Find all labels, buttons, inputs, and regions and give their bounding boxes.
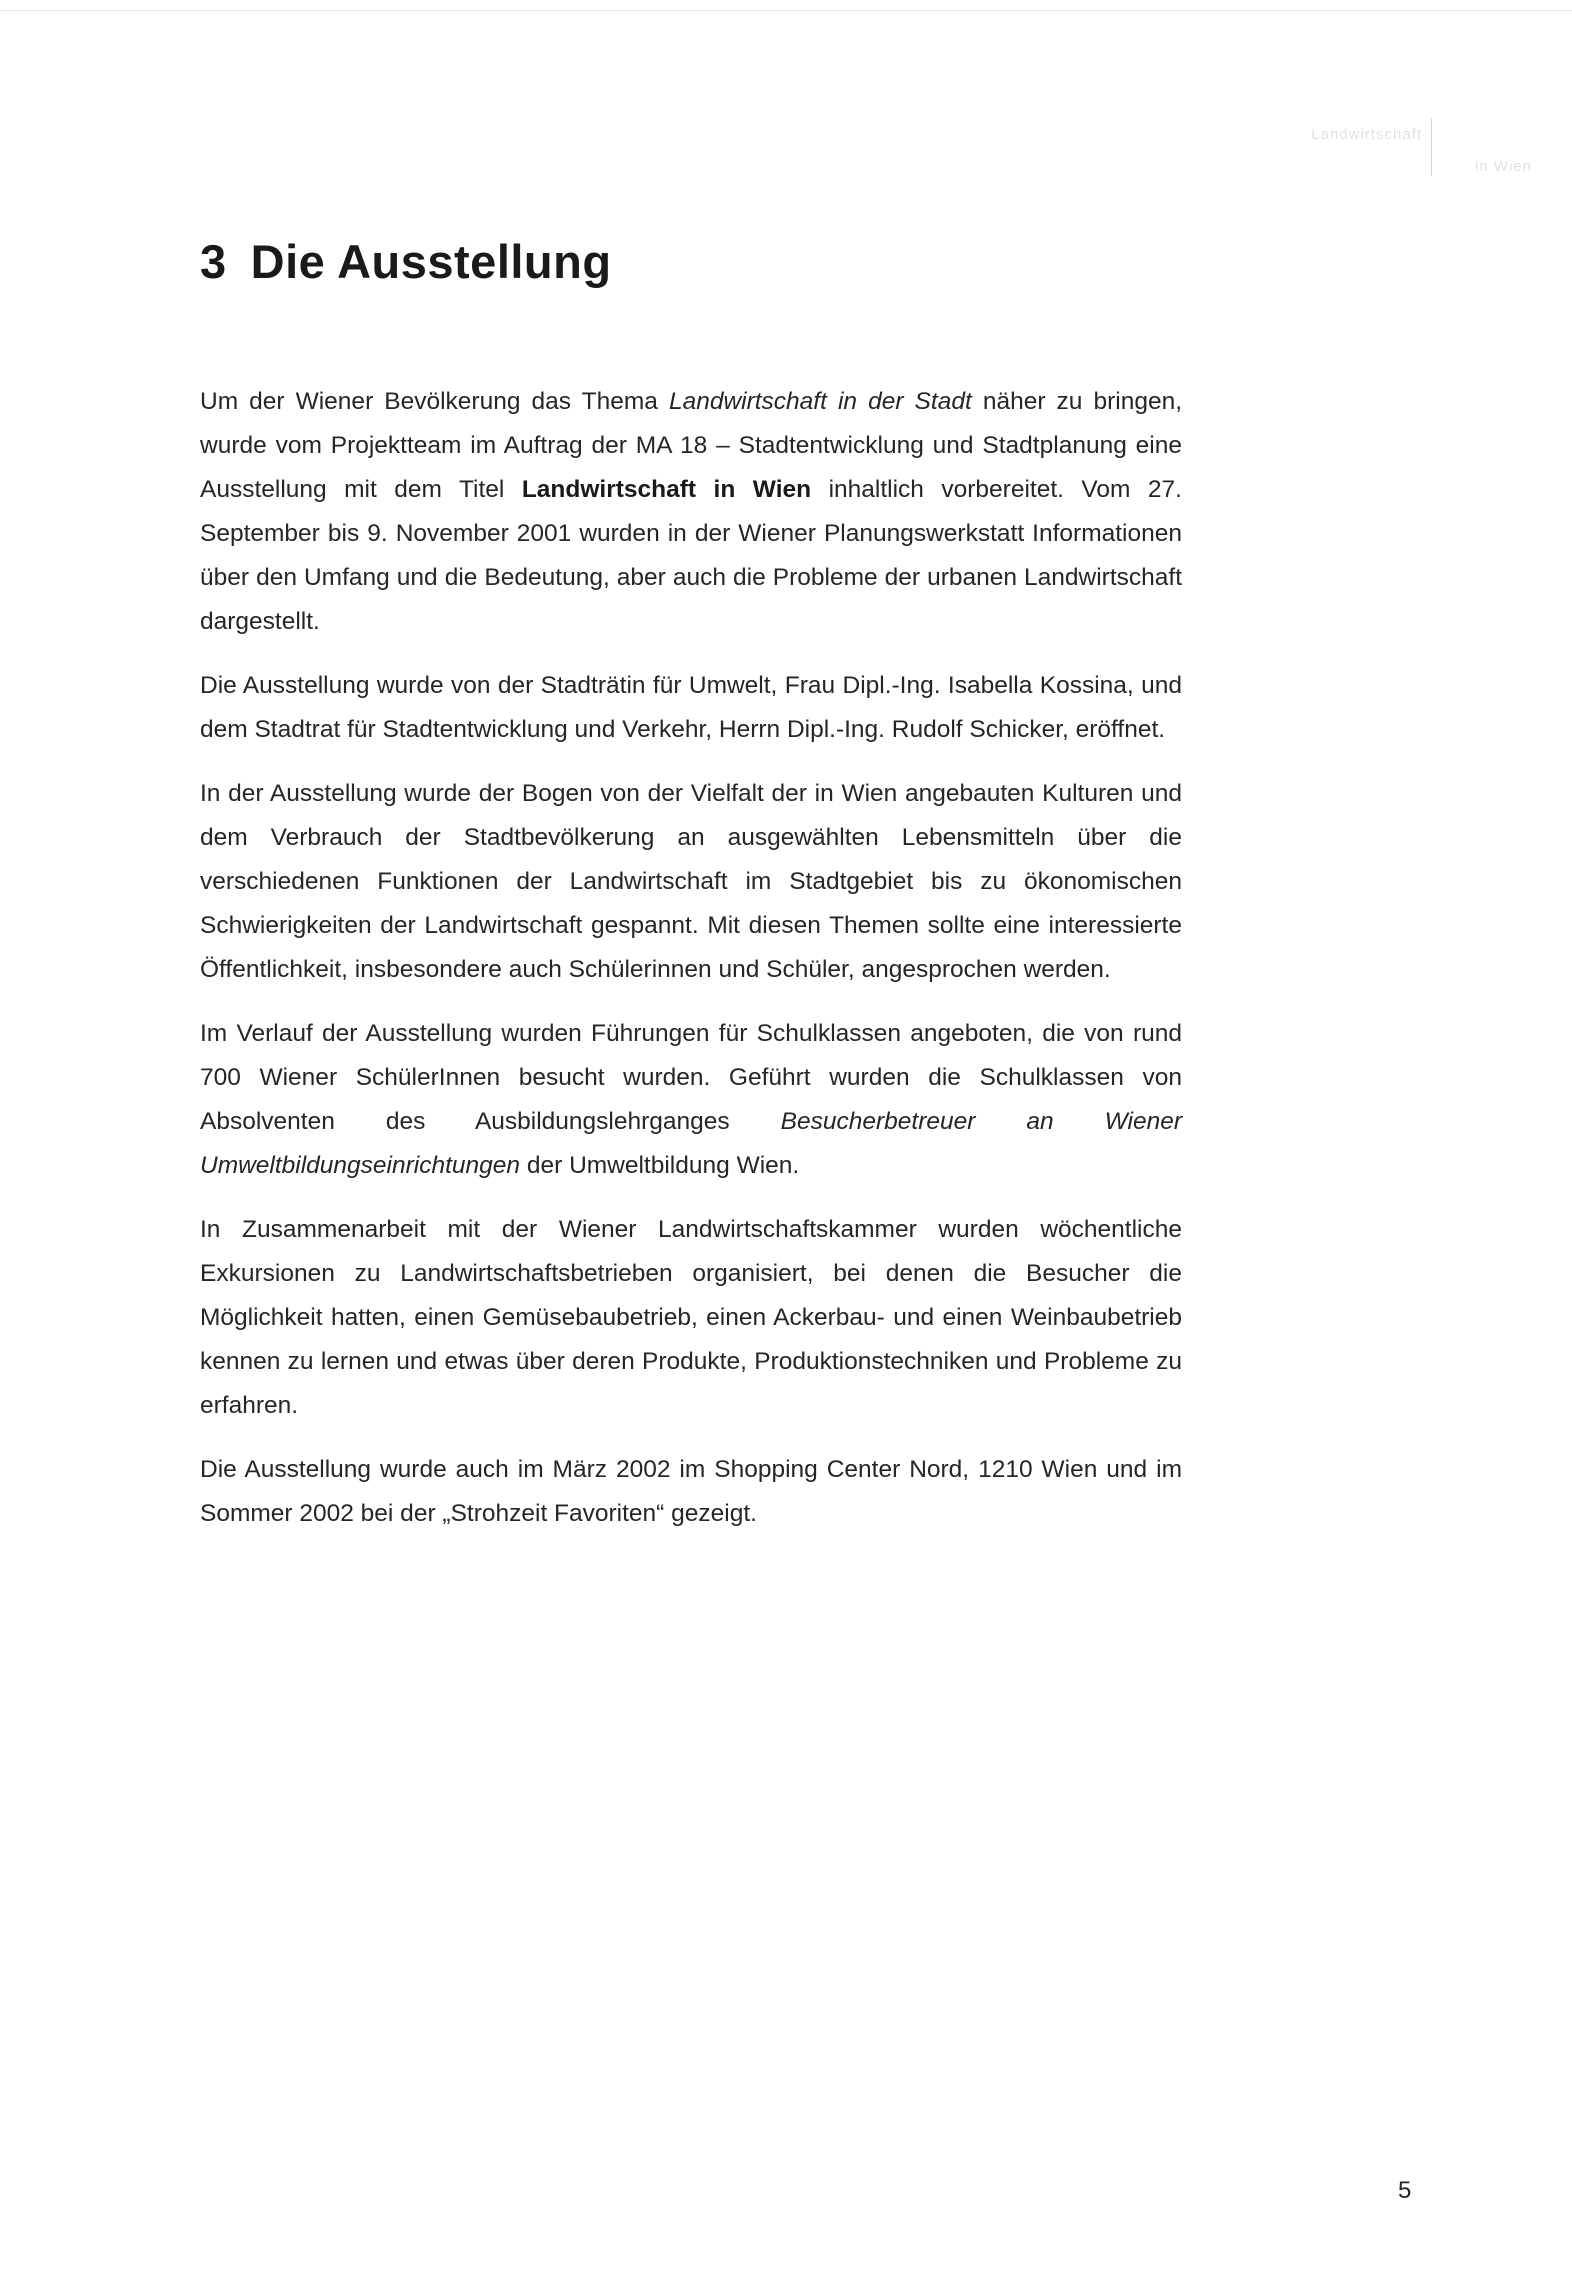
header-watermark: [1202, 118, 1532, 188]
paragraph-4: [200, 1012, 1182, 1188]
header-watermark-line2: in Wien: [1474, 158, 1532, 175]
chapter-number: 3: [200, 235, 227, 288]
paragraph-1-italic-topic: Landwirtschaft in der Stadt: [668, 388, 972, 415]
chapter-heading: [200, 234, 612, 289]
paragraph-2: Die Ausstellung wurde von der Stadträtin für Umwelt, Frau Dipl.-Ing. Isabella Kossina, und dem Stadtrat für Stadtentwicklung und Verkehr, Herrn Dipl.-Ing. Rudolf Schicker, eröffnet.: [200, 672, 1182, 743]
paragraph-3: In der Ausstellung wurde der Bogen von der Vielfalt der in Wien angebauten Kulturen und dem Verbrauch der Stadtbevölkerung an ausgewählten Lebensmitteln über die verschiedenen Funktionen der Landwirtschaft im Stadtgebiet bis zu ökonomischen Schwierigkeiten der Landwirtschaft gespannt. Mit diesen Themen sollte eine interessierte Öffentlichkeit, insbesondere auch Schülerinnen und Schüler, angesprochen werden.: [200, 780, 1182, 983]
paragraph-4-text-a: Im Verlauf der Ausstellung wurden Führungen für Schulklassen angeboten, die von rund 700 Wiener SchülerInnen besucht wurden. Geführt wurden die Schulklassen von Absolventen des Ausbildungslehrganges: [200, 1020, 1182, 1135]
header-watermark-line1: Landwirtschaft: [1311, 126, 1422, 143]
paragraph-6: Die Ausstellung wurde auch im März 2002 im Shopping Center Nord, 1210 Wien und im Sommer 2002 bei der „Strohzeit Favoriten“ gezeigt.: [200, 1456, 1182, 1527]
paragraph-4-text-c: der Umweltbildung Wien.: [520, 1152, 800, 1179]
scan-edge-line: [0, 10, 1572, 11]
paragraph-1: [200, 380, 1182, 644]
paragraph-4-italic-course: Besucherbetreuer an Wiener Umweltbildungseinrichtungen: [200, 1108, 1182, 1179]
paragraph-1-text-e: inhaltlich vorbereitet. Vom 27. September bis 9. November 2001 wurden in der Wiener Planungswerkstatt Informationen über den Umfang und die Bedeutung, aber auch die Probleme der urbanen Landwirtschaft dargestellt.: [200, 476, 1182, 635]
paragraph-1-exhibition-title: Landwirtschaft in Wien: [521, 476, 812, 503]
page-number: 5: [1398, 2177, 1412, 2204]
header-watermark-divider: [1431, 118, 1432, 176]
chapter-title: Die Ausstellung: [250, 235, 612, 288]
paragraph-5: In Zusammenarbeit mit der Wiener Landwirtschaftskammer wurden wöchentliche Exkursionen zu Landwirtschaftsbetrieben organisiert, bei denen die Besucher die Möglichkeit hatten, einen Gemüsebaubetrieb, einen Ackerbau- und einen Weinbaubetrieb kennen zu lernen und etwas über deren Produkte, Produktionstechniken und Probleme zu erfahren.: [200, 1216, 1182, 1419]
paragraph-1-text-a: Um der Wiener Bevölkerung das Thema: [200, 388, 669, 415]
body-text: [200, 380, 1182, 1556]
paragraph-1-text-c: näher zu bringen, wurde vom Projektteam im Auftrag der MA 18 – Stadtentwicklung und Stadtplanung eine Ausstellung mit dem Titel: [200, 388, 1183, 503]
